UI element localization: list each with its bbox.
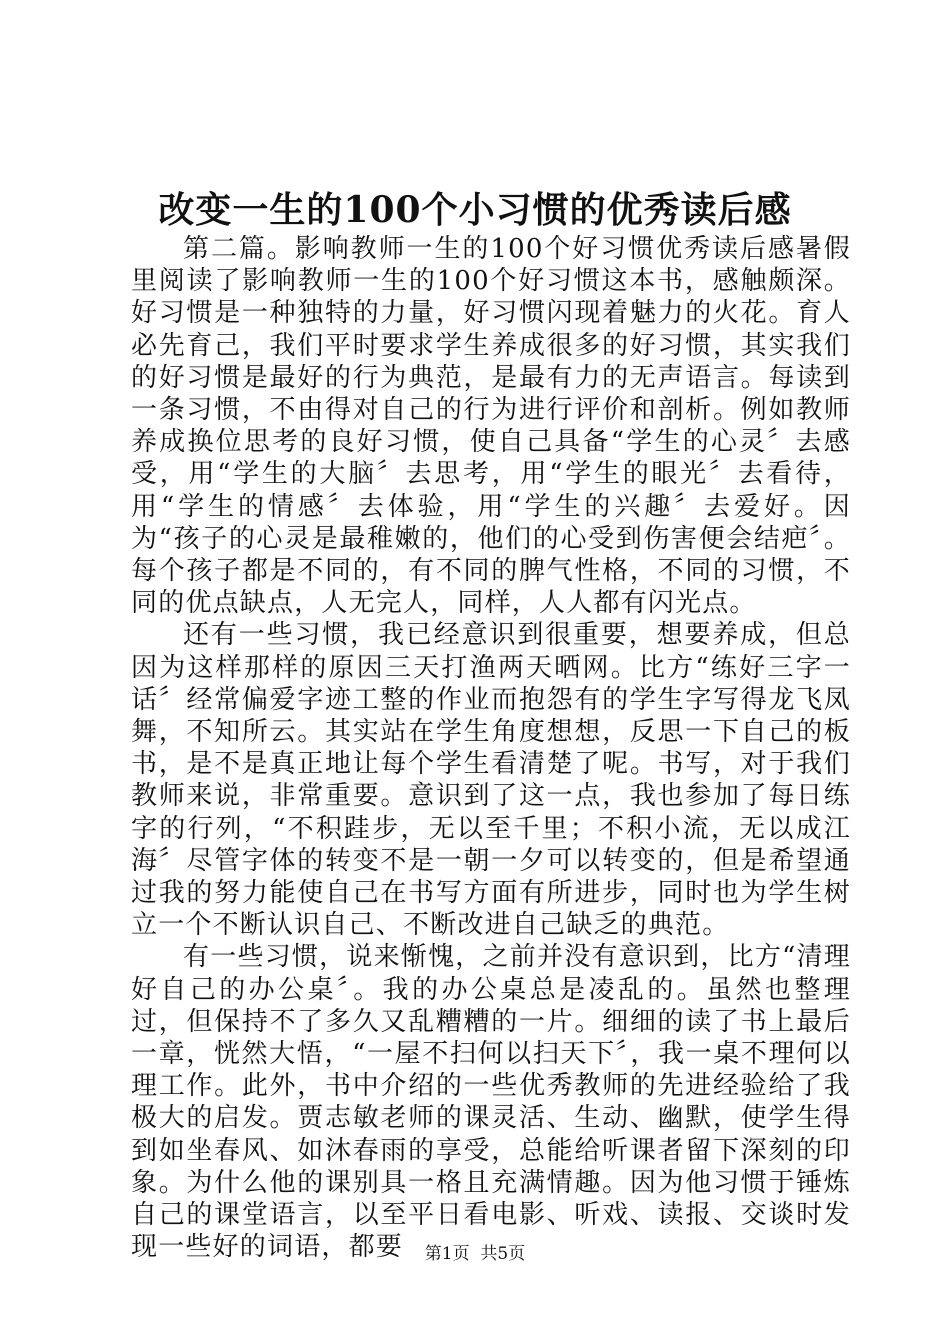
paragraph-3: 有一些习惯，说来惭愧，之前并没有意识到，比方“清理好自己的办公桌〞。我的办公桌总是凌乱的。虽然也整理过，但保持不了多久又乱糟糟的一片。细细的读了书上最后一章，恍然大悟，“一屋不扫何以扫天下〞，我一桌不理何以理工作。此外，书中介绍的一些优秀教师的先进经验给了我极大的启发。贾志敏老师的课灵活、生动、幽默，使学生得到如坐春风、如沐春雨的享受，总能给听课者留下深刻的印象。为什么他的课别具一格且充满情趣。因为他习惯于锤炼自己的课堂语言，以至平日看电影、听戏、读报、交谈时发现一些好的词语，都要 xyxy=(131,942,851,1263)
document-body xyxy=(131,233,851,1264)
page-total: 共5页 xyxy=(480,1244,526,1264)
document-title: 改变一生的100个小习惯的优秀读后感 xyxy=(158,189,792,231)
paragraph-2: 还有一些习惯，我已经意识到很重要，想要养成，但总因为这样那样的原因三天打渔两天晒网。比方“练好三字一话〞经常偏爱字迹工整的作业而抱怨有的学生字写得龙飞凤舞，不知所云。其实站在学生角度想想，反思一下自己的板书，是不是真正地让每个学生看清楚了呢。书写，对于我们教师来说，非常重要。意识到了这一点，我也参加了每日练字的行列，“不积跬步，无以至千里；不积小流，无以成江海〞尽管字体的转变不是一朝一夕可以转变的，但是希望通过我的努力能使自己在书写方面有所进步，同时也为学生树立一个不断认识自己、不断改进自己缺乏的典范。 xyxy=(131,620,851,941)
page-number: 第1页 xyxy=(424,1244,470,1264)
page-footer xyxy=(0,1242,950,1266)
paragraph-1: 第二篇。影响教师一生的100个好习惯优秀读后感暑假里阅读了影响教师一生的100个好习惯这本书，感触颇深。好习惯是一种独特的力量，好习惯闪现着魅力的火花。育人必先育己，我们平时要求学生养成很多的好习惯，其实我们的好习惯是最好的行为典范，是最有力的无声语言。每读到一条习惯，不由得对自己的行为进行评价和剖析。例如教师养成换位思考的良好习惯，使自己具备“学生的心灵〞去感受，用“学生的大脑〞去思考，用“学生的眼光〞去看待，用“学生的情感〞去体验，用“学生的兴趣〞去爱好。因为“孩子的心灵是最稚嫩的，他们的心受到伤害便会结疤〞。每个孩子都是不同的，有不同的脾气性格，不同的习惯，不同的优点缺点，人无完人，同样，人人都有闪光点。 xyxy=(131,234,851,619)
